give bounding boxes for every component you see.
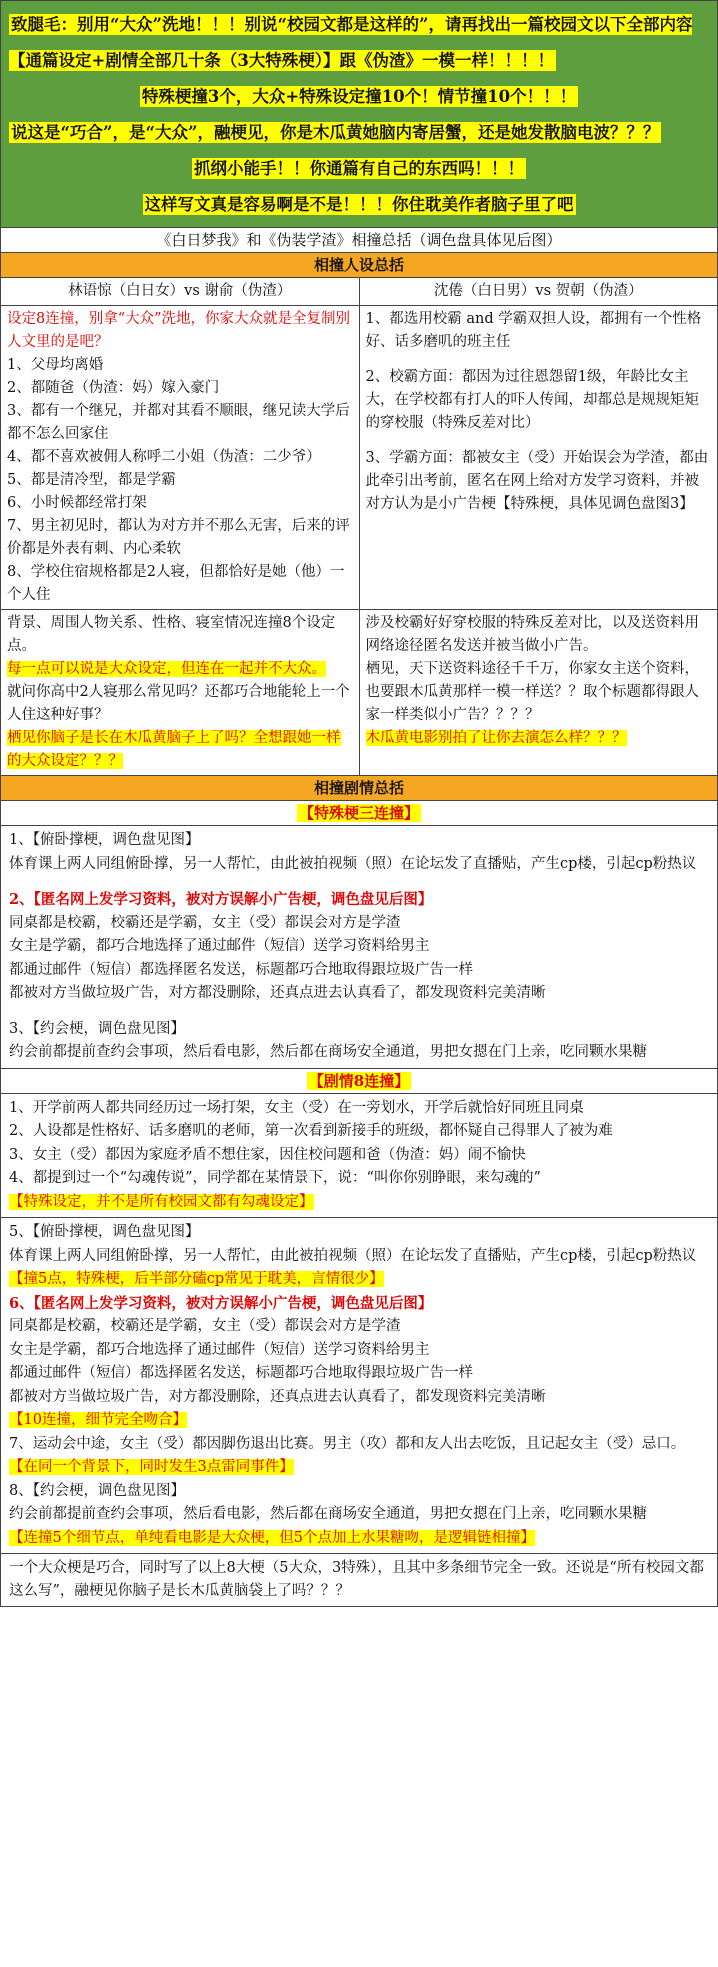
- left-note: [1, 610, 359, 775]
- special-1-title: 1、【俯卧撑梗，调色盘见图】: [9, 832, 200, 848]
- right-item: 2、校霸方面：都因为过往恩怨留1级，年龄比女主大，在学校都有打人的吓人传闻，却都总是规规矩矩的穿校服（特殊反差对比）: [365, 369, 699, 431]
- special-3-text: 约会前都提前查约会事项，然后看电影，然后都在商场安全通道，男把女摁在门上亲，吃同颗水果糖: [9, 1044, 647, 1060]
- plot6-line: 都通过邮件（短信）都选择匿名发送，标题都巧合地取得跟垃圾广告一样: [9, 1365, 473, 1381]
- right-note-line: 涉及校霸好好穿校服的特殊反差对比，以及送资料用网络途径匿名发送并被当做小广告。: [365, 615, 699, 654]
- compare-note-row: [1, 609, 717, 775]
- left-item: 6、小时候都经常打架: [7, 495, 147, 511]
- plot6-line: 女主是学霸，都巧合地选择了通过邮件（短信）送学习资料给男主: [9, 1341, 430, 1358]
- special-block: [1, 825, 717, 1068]
- left-item: 7、男主初见时，都认为对方并不那么无害，后来的评价都是外表有刺、内心柔软: [7, 518, 350, 557]
- right-settings: [359, 306, 718, 609]
- left-item: 5、都是清冷型，都是学霸: [7, 472, 176, 488]
- plot8-item: 4、都提到过一个“勾魂传说”，同学都在某情景下，说：“叫你你别睁眼，来勾魂的”: [9, 1170, 541, 1186]
- plot8-title: 【剧情8连撞】: [1, 1068, 717, 1093]
- special-2-line: 都通过邮件（短信）都选择匿名发送，标题都巧合地取得跟垃圾广告一样: [9, 961, 473, 978]
- special-title: 【特殊梗三连撞】: [1, 800, 717, 825]
- special-1-text: 体育课上两人同组俯卧撑，另一人帮忙，由此被拍视频（照）在论坛发了直播贴，产生cp楼，引起cp粉热议: [9, 855, 697, 872]
- plot7-note: 【在同一个背景下，同时发生3点雷同事件】: [9, 1459, 294, 1475]
- plot8b-note: 【连撞5个细节点，单纯看电影是大众梗，但5个点加上水果糖吻，是逻辑链相撞】: [9, 1529, 535, 1546]
- left-col-title: 林语惊（白日女）vs 谢俞（伪渣）: [68, 283, 292, 299]
- settings-title: 相撞人设总括: [1, 252, 717, 277]
- compare-body-row: [1, 305, 717, 609]
- plot6-note: 【10连撞，细节完全吻合】: [9, 1412, 187, 1428]
- right-note-line: 木瓜黄电影别拍了让你去演怎么样？？？: [365, 730, 627, 746]
- plot5-block: [1, 1217, 717, 1553]
- left-note-line: 每一点可以说是大众设定，但连在一起并不大众。: [7, 661, 326, 677]
- plot8b-title: 8、【约会梗，调色盘见图】: [9, 1482, 185, 1499]
- plot8-item: 1、开学前两人都共同经历过一场打架，女主（受）在一旁划水，开学后就恰好同班且同桌: [9, 1099, 584, 1116]
- footer: 一个大众梗是巧合，同时写了以上8大梗（5大众，3特殊），且其中多条细节完全一致。还说是“所有校园文都这么写”，融梗见你脑子是长木瓜黄脑袋上了吗？？？: [1, 1553, 717, 1606]
- left-item: 1、父母均离婚: [7, 357, 104, 373]
- summary-title: 《白日梦我》和《伪装学渣》相撞总括（调色盘具体见后图）: [1, 227, 717, 252]
- compare-header-row: [1, 277, 717, 305]
- left-item: 设定8连撞，别拿“大众”洗地，你家大众就是全复制别人文里的是吧？: [7, 311, 351, 350]
- banner-line-3: 说这是“巧合”，是“大众”，融梗见，你是木瓜黄她脑内寄居蟹，还是她发散脑电波？？？: [11, 123, 660, 142]
- left-item: 8、学校住宿规格都是2人寝，但都恰好是她（他）一个人住: [7, 564, 345, 603]
- left-note-line: 背景、周围人物关系、性格、寝室情况连撞8个设定点。: [7, 615, 336, 654]
- left-note-line: 栖见你脑子是长在木瓜黄脑子上了吗？全想跟她一样的大众设定？？？: [7, 730, 341, 769]
- banner-line-2: 特殊梗撞3个，大众+特殊设定撞10个！情节撞10个！！！: [141, 87, 577, 106]
- plot6-title: 6、【匿名网上发学习资料，被对方误解小广告梗，调色盘见后图】: [9, 1294, 433, 1312]
- right-col-title: 沈倦（白日男）vs 贺朝（伪渣）: [359, 278, 718, 305]
- left-item: 3、都有一个继兄，并都对其看不顺眼，继兄读大学后都不怎么回家住: [7, 403, 350, 442]
- plot6-line: 都被对方当做垃圾广告，对方都没删除，还真点进去认真看了，都发现资料完美清晰: [9, 1388, 546, 1405]
- plot7-text: 7、运动会中途，女主（受）都因脚伤退出比赛。男主（攻）都和友人出去吃饭，且记起女主（受）忌口。: [9, 1435, 686, 1452]
- banner-line-5: 这样写文真是容易啊是不是！！！你住耽美作者脑子里了吧: [144, 195, 574, 214]
- banner: [1, 1, 717, 227]
- special-2-line: 同桌都是校霸，校霸还是学霸，女主（受）都误会对方是学渣: [9, 914, 401, 931]
- plot8-note: 【特殊设定，并不是所有校园文都有勾魂设定】: [9, 1193, 314, 1210]
- plot5-text: 体育课上两人同组俯卧撑，另一人帮忙，由此被拍视频（照）在论坛发了直播贴，产生cp楼，引起cp粉热议: [9, 1247, 697, 1264]
- plot6-line: 同桌都是校霸，校霸还是学霸，女主（受）都误会对方是学渣: [9, 1318, 401, 1334]
- right-note: [359, 610, 718, 775]
- right-note-line: 栖见，天下送资料途径千千万，你家女主送个资料，也要跟木瓜黄那样一模一样送？？取个标题都得跟人家一样类似小广告？？？？: [365, 661, 699, 723]
- banner-line-4: 抓纲小能手！！你通篇有自己的东西吗！！！: [194, 159, 524, 178]
- right-item: 3、学霸方面：都被女主（受）开始误会为学渣，都由此牵引出考前，匿名在网上给对方发学习资料，并被对方认为是小广告梗【特殊梗，具体见调色盘图3】: [365, 450, 709, 512]
- banner-line-1: 致腿毛：别用“大众”洗地！！！别说“校园文都是这样的”，请再找出一篇校园文以下全部内容【通篇设定+剧情全部几十条（3大特殊梗）】跟《伪渣》一模一样！！！！: [9, 15, 693, 70]
- left-item: 2、都随爸（伪渣：妈）嫁入豪门: [7, 380, 220, 396]
- plot8b-text: 约会前都提前查约会事项，然后看电影，然后都在商场安全通道，男把女摁在门上亲，吃同颗水果糖: [9, 1506, 647, 1522]
- plot5-note: 【撞5点，特殊梗，后半部分磕cp常见于耽美，言情很少】: [9, 1271, 384, 1287]
- left-note-line: 就问你高中2人寝那么常见吗？还都巧合地能轮上一个人住这种好事？: [7, 684, 350, 723]
- special-3-title: 3、【约会梗，调色盘见图】: [9, 1020, 185, 1037]
- special-2-line: 都被对方当做垃圾广告，对方都没删除，还真点进去认真看了，都发现资料完美清晰: [9, 985, 546, 1001]
- special-2-title: 2、【匿名网上发学习资料，被对方误解小广告梗，调色盘见后图】: [9, 891, 433, 908]
- plot5-title: 5、【俯卧撑梗，调色盘见图】: [9, 1224, 200, 1240]
- special-2-line: 女主是学霸，都巧合地选择了通过邮件（短信）送学习资料给男主: [9, 938, 430, 954]
- right-item: 1、都选用校霸 and 学霸双担人设，都拥有一个性格好、话多磨叽的班主任: [365, 311, 702, 350]
- plot8-item: 3、女主（受）都因为家庭矛盾不想住家，因住校问题和爸（伪渣：妈）闹不愉快: [9, 1146, 526, 1163]
- left-item: 4、都不喜欢被佣人称呼二小姐（伪渣：二少爷）: [7, 449, 321, 465]
- plot8-block: [1, 1093, 717, 1218]
- plot-title: 相撞剧情总括: [1, 775, 717, 800]
- plot8-item: 2、人设都是性格好、话多磨叽的老师，第一次看到新接手的班级，都怀疑自己得罪人了被为难: [9, 1123, 613, 1139]
- left-settings: [1, 306, 359, 609]
